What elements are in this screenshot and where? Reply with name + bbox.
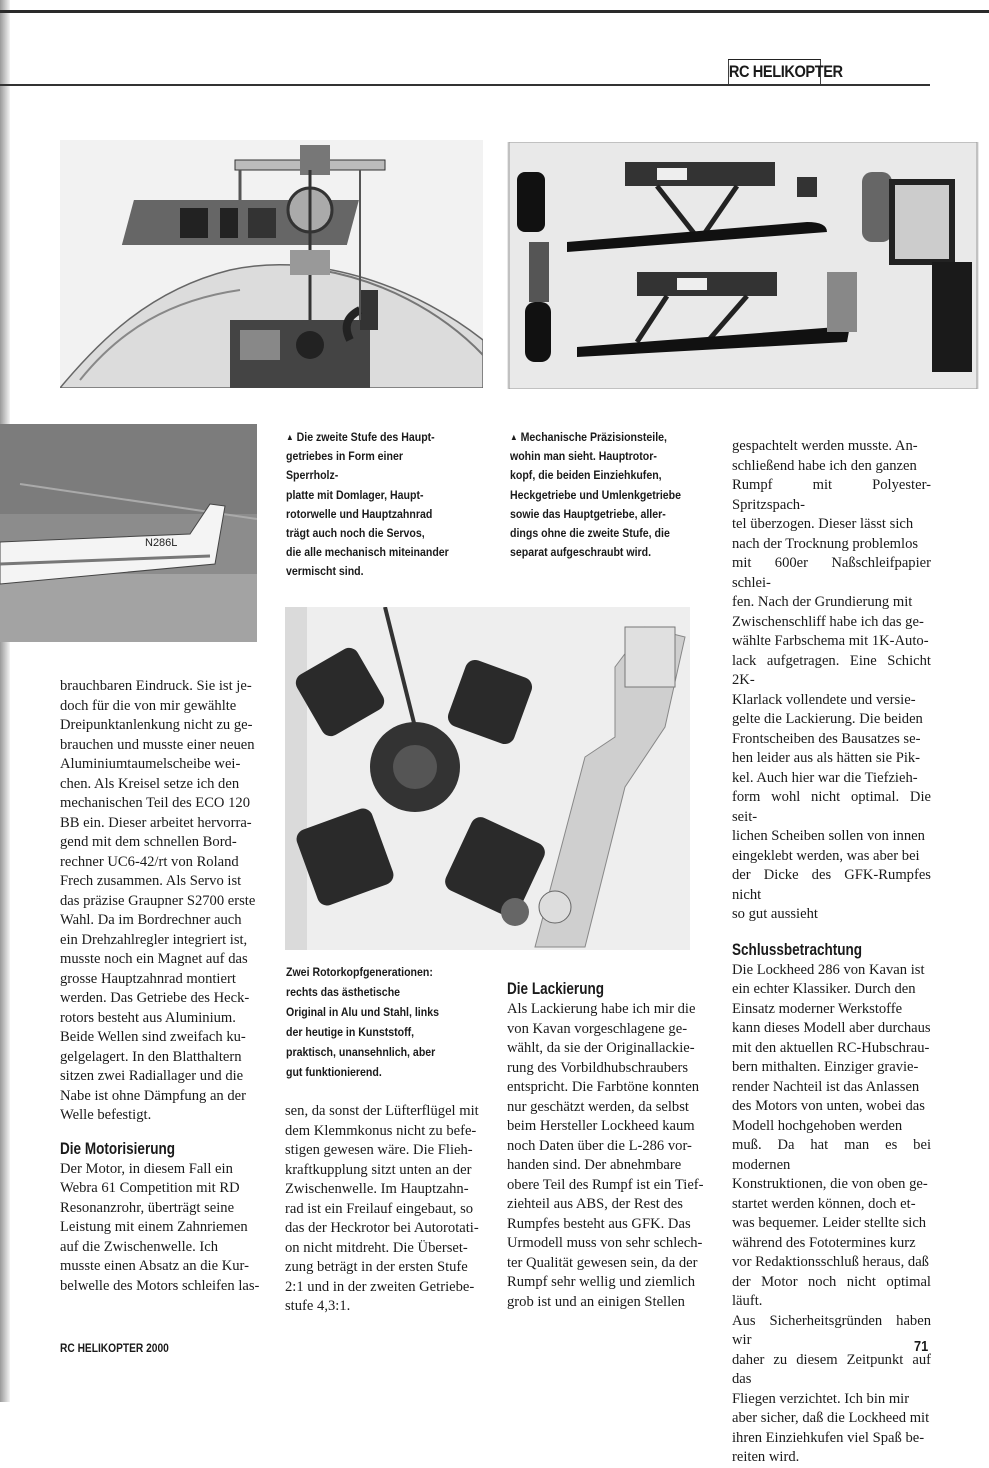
paragraph bbox=[60, 677, 260, 1126]
caption-line: rotorwelle und Hauptzahnrad bbox=[286, 506, 433, 521]
text-line: der Dicke des GFK-Rumpfes nicht bbox=[732, 867, 931, 903]
text-line: auf die Zwischenwelle. Ich bbox=[60, 1238, 219, 1255]
text-line: Leistung mit einem Zahnriemen bbox=[60, 1219, 248, 1235]
caption-line: praktisch, unansehnlich, aber bbox=[286, 1045, 436, 1059]
text-line: wählt, da sie der Originallackie- bbox=[507, 1040, 695, 1056]
text-line: Modell hochgehoben werden bbox=[732, 1117, 903, 1134]
paragraph bbox=[60, 1160, 260, 1297]
text-line: entspricht. Die Farbtöne konnten bbox=[507, 1079, 700, 1095]
text-line: Resonanzrohr, überträgt seine bbox=[60, 1199, 235, 1216]
text-line: grosse Hauptzahnrad montiert bbox=[60, 970, 236, 987]
text-line: noch Daten über die L-286 vor- bbox=[507, 1137, 692, 1154]
text-line: grob ist und an einigen Stellen bbox=[507, 1293, 685, 1310]
photo-rotor-heads bbox=[285, 607, 690, 950]
text-line: muß. Da hat man es bei modernen bbox=[732, 1137, 931, 1173]
text-line: gend mit dem schnellen Bord- bbox=[60, 834, 237, 850]
text-line: vor Redaktionsschluß heraus, daß bbox=[732, 1254, 929, 1270]
page-number: 71 bbox=[914, 1338, 929, 1355]
column-4 bbox=[732, 437, 931, 1468]
text-line: stigen gewesen wäre. Die Flieh- bbox=[285, 1142, 473, 1158]
text-line: mit den aktuellen RC-Hubschrau- bbox=[732, 1039, 930, 1056]
text-line: Klarlack vollendete und versie- bbox=[732, 691, 916, 708]
caption-line: Mechanische Präzisionsteile, bbox=[520, 430, 667, 444]
text-line: eingeklebt werden, was aber bei bbox=[732, 847, 920, 864]
text-line: so gut aussieht bbox=[732, 906, 818, 922]
caption-line: rechts das ästhetische bbox=[286, 985, 401, 999]
text-line: zung beträgt in der ersten Stufe bbox=[285, 1259, 468, 1275]
text-line: form wohl nicht optimal. Die seit- bbox=[732, 789, 931, 825]
text-line: lichen Scheiben sollen von innen bbox=[732, 828, 925, 844]
caption-line: separat aufgeschraubt wird. bbox=[510, 545, 652, 560]
text-line: kraftkupplung sitzt unten an der bbox=[285, 1161, 472, 1178]
text-line: Webra 61 Competition mit RD bbox=[60, 1180, 240, 1196]
paragraph bbox=[732, 961, 931, 1468]
text-line: gelgelagert. In den Blatthaltern bbox=[60, 1048, 242, 1065]
text-line: Rumpfes besteht aus GFK. Das bbox=[507, 1215, 691, 1232]
text-line: rechner UC6-42/rt von Roland bbox=[60, 853, 239, 870]
text-line: des Motors von unten, wobei das bbox=[732, 1098, 925, 1114]
caption-second-gear-stage bbox=[286, 428, 458, 582]
photo-aircraft-tail bbox=[0, 424, 257, 642]
text-line: während des Fototermines kurz bbox=[732, 1234, 916, 1251]
caption-triangle-icon: ▲ bbox=[286, 432, 294, 442]
text-line: kel. Auch hier war die Tiefzieh- bbox=[732, 769, 918, 786]
caption-line: wohin man sieht. Hauptrotor- bbox=[510, 449, 657, 464]
text-line: dem Klemmkonus nicht zu befe- bbox=[285, 1122, 477, 1139]
text-line: schließend habe ich den ganzen bbox=[732, 457, 917, 474]
text-line: Welle befestigt. bbox=[60, 1107, 152, 1123]
column-1 bbox=[60, 677, 260, 1296]
caption-line: die alle mechanisch miteinander bbox=[286, 545, 449, 560]
text-line: on nicht mitdreht. Die Überset- bbox=[285, 1239, 468, 1256]
section-header: RC HELIKOPTER bbox=[728, 59, 821, 84]
caption-line: der heutige in Kunststoff, bbox=[286, 1025, 415, 1039]
text-line: Fliegen verzichtet. Ich bin mir bbox=[732, 1390, 910, 1407]
text-line: werden. Das Getriebe des Heck- bbox=[60, 990, 250, 1006]
caption-triangle-icon: ▲ bbox=[510, 432, 518, 442]
text-line: tel überzogen. Dieser lässt sich bbox=[732, 516, 914, 532]
text-line: was bequemer. Leider stellte sich bbox=[732, 1215, 927, 1231]
caption-line: getriebes in Form einer Sperrholz- bbox=[286, 449, 403, 483]
text-line: Die Lockheed 286 von Kavan ist bbox=[732, 961, 925, 978]
photo-mechanical-parts bbox=[507, 142, 979, 389]
caption-line: Zwei Rotorkopfgenerationen: bbox=[286, 965, 433, 979]
top-rule bbox=[0, 10, 989, 13]
text-line: handen sind. Der abnehmbare bbox=[507, 1157, 682, 1173]
text-line: kann dieses Modell aber durchaus bbox=[732, 1020, 931, 1036]
caption-line: sowie das Hauptgetriebe, aller- bbox=[510, 506, 666, 521]
photo-second-gear-stage bbox=[60, 140, 483, 388]
caption-line: Die zweite Stufe des Haupt- bbox=[296, 430, 435, 444]
caption-line: vermischt sind. bbox=[286, 564, 364, 579]
text-line: mechanischen Teil des ECO 120 bbox=[60, 795, 251, 811]
text-line: brauchbaren Eindruck. Sie ist je- bbox=[60, 678, 252, 694]
paragraph bbox=[732, 437, 931, 925]
text-line: Beide Wellen sind zweifach ku- bbox=[60, 1029, 246, 1045]
text-line: gespachtelt werden musste. An- bbox=[732, 438, 918, 454]
text-line: nur geschätzt werden, da selbst bbox=[507, 1098, 689, 1115]
text-line: lack aufgetragen. Eine Schicht 2K- bbox=[732, 652, 931, 688]
text-line: Aluminiumtaumelscheibe wei- bbox=[60, 756, 241, 772]
text-line: ein Drehzahlregler integriert ist, bbox=[60, 931, 248, 948]
aircraft-registration: N286L bbox=[145, 537, 178, 549]
page-gutter-shadow bbox=[0, 0, 10, 1402]
text-line: rung des Vorbildhubschraubers bbox=[507, 1059, 689, 1076]
text-line: reiten wird. bbox=[732, 1449, 800, 1465]
text-line: Aus Sicherheitsgründen haben wir bbox=[732, 1312, 931, 1348]
text-line: Zwischenschliff habe ich das ge- bbox=[732, 613, 924, 630]
text-line: das der Heckrotor bei Autorotati- bbox=[285, 1220, 479, 1236]
text-line: ziehteil aus ABS, der Rest des bbox=[507, 1196, 683, 1212]
text-line: Als Lackierung habe ich mir die bbox=[507, 1001, 696, 1017]
text-line: musste noch ein Magnet auf das bbox=[60, 951, 248, 967]
text-line: bern mithalten. Einziger gravie- bbox=[732, 1059, 919, 1075]
text-line: gelte die Lackierung. Die beiden bbox=[732, 711, 923, 727]
column-2 bbox=[285, 1102, 485, 1317]
text-line: render Nachteil ist das Anlassen bbox=[732, 1078, 920, 1095]
text-line: das präzise Graupner S2700 erste bbox=[60, 892, 256, 909]
text-line: Einsatz moderner Werkstoffe bbox=[732, 1000, 903, 1017]
text-line: brauchen und musste einer neuen bbox=[60, 736, 255, 753]
text-line: rotors besteht aus Aluminium. bbox=[60, 1009, 236, 1026]
photo-aircraft-tail-image bbox=[0, 424, 257, 642]
text-line: ihren Einziehkufen viel Spaß be- bbox=[732, 1429, 925, 1446]
text-line: nach der Trocknung problemlos bbox=[732, 535, 919, 552]
text-line: doch für die von mir gewählte bbox=[60, 697, 237, 714]
photo-rotor-heads-image bbox=[285, 607, 690, 950]
text-line: Dreipunktanlenkung nicht zu ge- bbox=[60, 717, 253, 733]
text-line: hen leider aus als hätten sie Pik- bbox=[732, 750, 921, 766]
text-line: aber sicher, daß die Lockheed mit bbox=[732, 1410, 930, 1426]
text-line: 2:1 und in der zweiten Getriebe- bbox=[285, 1278, 475, 1295]
text-line: Zwischenwelle. Im Hauptzahn- bbox=[285, 1181, 469, 1197]
text-line: daher zu diesem Zeitpunkt auf das bbox=[732, 1351, 931, 1387]
text-line: Urmodell muss von sehr schlech- bbox=[507, 1235, 703, 1251]
caption-line: Original in Alu und Stahl, links bbox=[286, 1005, 439, 1019]
section-heading-schlussbetrachtung: Schlussbetrachtung bbox=[732, 940, 863, 959]
text-line: Rumpf sehr wellig und ziemlich bbox=[507, 1274, 696, 1290]
column-3 bbox=[507, 978, 707, 1312]
caption-line: Heckgetriebe und Umlenkgetriebe bbox=[510, 487, 682, 502]
text-line: Konstruktionen, die von oben ge- bbox=[732, 1176, 928, 1192]
caption-line: trägt auch noch die Servos, bbox=[286, 526, 425, 541]
photo-mechanical-parts-image bbox=[507, 142, 979, 389]
text-line: belwelle des Motors schleifen las- bbox=[60, 1277, 260, 1294]
caption-mechanical-parts bbox=[510, 428, 682, 562]
text-line: BB ein. Dieser arbeitet hervorra- bbox=[60, 814, 252, 831]
caption-line: dings ohne die zweite Stufe, die bbox=[510, 526, 670, 541]
text-line: fen. Nach der Grundierung mit bbox=[732, 594, 913, 610]
text-line: der Motor noch nicht optimal läuft. bbox=[732, 1273, 931, 1309]
text-line: mit 600er Naßschleifpapier schlei- bbox=[732, 555, 931, 591]
text-line: von Kavan vorgeschlagene ge- bbox=[507, 1020, 688, 1037]
text-line: Wahl. Da im Bordrechner auch bbox=[60, 912, 242, 928]
text-line: startet werden können, doch et- bbox=[732, 1195, 916, 1212]
text-line: rad ist ein Freilauf eingebaut, so bbox=[285, 1200, 474, 1217]
text-line: sen, da sonst der Lüfterflügel mit bbox=[285, 1103, 479, 1119]
caption-rotor-heads bbox=[286, 962, 458, 1082]
text-line: ein echter Klassiker. Durch den bbox=[732, 981, 916, 997]
text-line: wählte Farbschema mit 1K-Auto- bbox=[732, 633, 929, 649]
text-line: Der Motor, in diesem Fall ein bbox=[60, 1160, 233, 1177]
header-rule bbox=[0, 84, 930, 86]
text-line: Frech zusammen. Als Servo ist bbox=[60, 873, 242, 889]
text-line: chen. Als Kreisel setze ich den bbox=[60, 775, 240, 792]
text-line: Rumpf mit Polyester-Spritzspach- bbox=[732, 477, 931, 513]
text-line: Nabe ist ohne Dämpfung an der bbox=[60, 1087, 247, 1104]
section-heading-lackierung: Die Lackierung bbox=[507, 980, 605, 998]
caption-line: gut funktionierend. bbox=[286, 1065, 382, 1079]
footer-publication: RC HELIKOPTER 2000 bbox=[60, 1341, 169, 1355]
text-line: beim Hersteller Lockheed kaum bbox=[507, 1118, 695, 1134]
text-line: sitzen zwei Radiallager und die bbox=[60, 1068, 244, 1084]
section-heading-motorisierung: Die Motorisierung bbox=[60, 1139, 176, 1158]
text-line: musste einen Absatz an die Kur- bbox=[60, 1258, 249, 1274]
text-line: obere Teil des Rumpf ist ein Tief- bbox=[507, 1176, 704, 1193]
text-line: stufe 4,3:1. bbox=[285, 1298, 351, 1314]
caption-line: platte mit Domlager, Haupt- bbox=[286, 487, 424, 502]
text-line: Frontscheiben des Bausatzes se- bbox=[732, 730, 921, 747]
caption-line: kopf, die beiden Einziehkufen, bbox=[510, 468, 662, 483]
photo-second-gear-stage-image bbox=[60, 140, 483, 388]
text-line: ter Qualität gewesen sein, da der bbox=[507, 1254, 698, 1271]
